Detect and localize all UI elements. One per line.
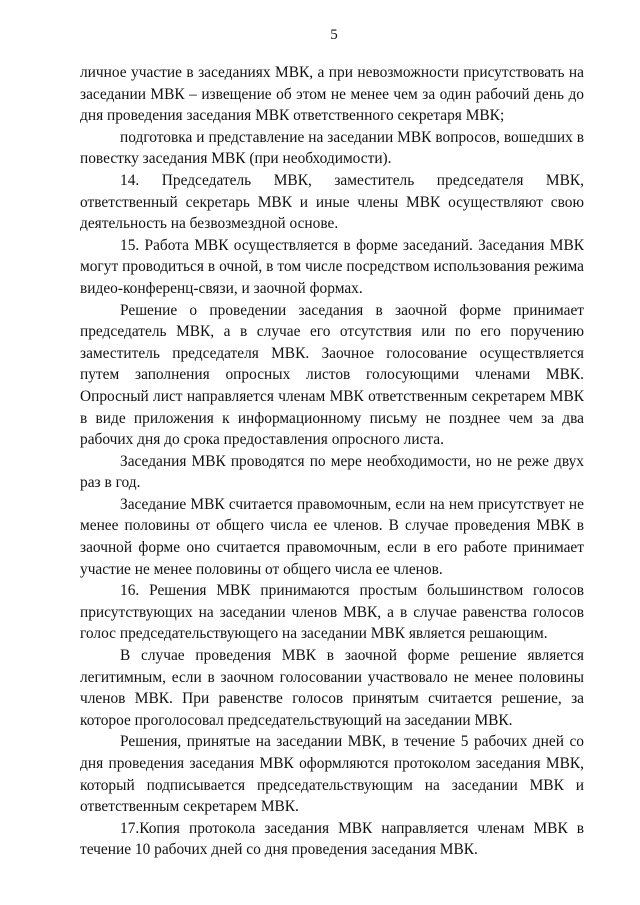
paragraph-item-16: 16. Решения МВК принимаются простым большинством голосов присутствующих на заседании членов МВК, а в случае равенства голосов голос председательствующего на заседании МВК является решающим.	[80, 582, 584, 643]
paragraph-item-15: 15. Работа МВК осуществляется в форме заседаний. Заседания МВК могут проводиться в очной, в том числе посредством использования режима видео-конференц-связи, и заочной формах.	[80, 236, 584, 297]
page-number: 5	[330, 27, 338, 43]
paragraph-item-17: 17.Копия протокола заседания МВК направляется членам МВК в течение 10 рабочих дней со дня проведения заседания МВК.	[80, 819, 584, 859]
paragraph-remote-decision: Решение о проведении заседания в заочной форме принимает председатель МВК, а в случае его отсутствия или по его поручению заместитель председателя МВК. Заочное голосование осуществляется путем заполнения опросных листов голосующими членами МВК. Опросный лист направляется членам МВК ответственным секретарем МВК в виде приложения к информационному письму не позднее чем за два рабочих дня до срока предоставления опросного листа.	[80, 301, 584, 449]
paragraph-protocol: Решения, принятые на заседании МВК, в течение 5 рабочих дней со дня проведения заседания МВК оформляются протоколом заседания МВК, который подписывается председательствующим на заседании МВК и ответственным секретарем МВК.	[80, 733, 584, 816]
paragraph-preparation: подготовка и представление на заседании МВК вопросов, вошедших в повестку заседания МВК (при необходимости).	[80, 128, 584, 168]
paragraph-quorum: Заседание МВК считается правомочным, если на нем присутствует не менее половины от общего числа ее членов. В случае проведения МВК в заочной форме оно считается правомочным, если в его работе принимает участие не менее половины от общего числа ее членов.	[80, 495, 584, 578]
paragraph-meeting-frequency: Заседания МВК проводятся по мере необходимости, но не реже двух раз в год.	[80, 452, 584, 492]
paragraph-personal-participation: личное участие в заседаниях МВК, а при невозможности присутствовать на заседании МВК – извещение об этом не менее чем за один рабочий день до дня проведения заседания МВК ответственного секретаря МВК;	[80, 64, 584, 125]
paragraph-item-14: 14. Председатель МВК, заместитель председателя МВК, ответственный секретарь МВК и иные члены МВК осуществляют свою деятельность на безвозмездной основе.	[80, 171, 584, 233]
paragraph-remote-legitimacy: В случае проведения МВК в заочной форме решение является легитимным, если в заочном голосовании участвовало не менее половины членов МВК. При равенстве голосов принятым считается решение, за которое проголосовал председательствующий на заседании МВК.	[80, 647, 584, 729]
